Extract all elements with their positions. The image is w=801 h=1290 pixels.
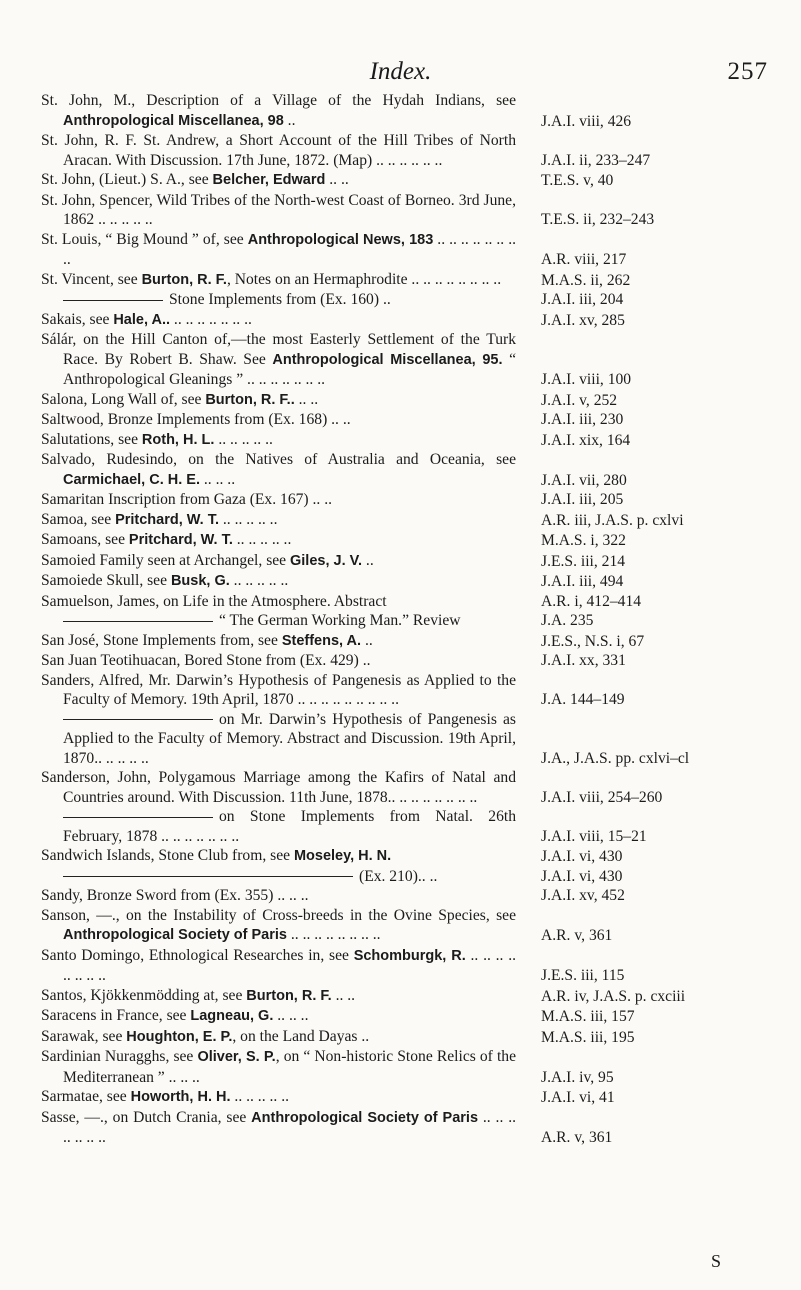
index-entry <box>41 450 801 490</box>
entry-heading: on Mr. Darwin’s Hypothesis of Pangenesis as Applied to the Faculty of Memory. Abstract and Discussion. 19th April, 1870.. .. .. .. .. <box>63 710 516 767</box>
entry-tail: .. .. .. .. .. <box>214 430 273 448</box>
entry-tail: “ Anthropological Gleanings ” .. .. .. .. .. .. .. <box>63 350 516 388</box>
cross-reference: Moseley, H. N. <box>293 848 392 864</box>
cross-reference: Schomburgk, R. <box>353 947 466 964</box>
cross-reference: Pritchard, W. T. <box>115 511 219 528</box>
index-entry <box>41 390 801 411</box>
entry-tail: .. .. .. .. .. <box>230 1088 289 1105</box>
journal-reference: T.E.S. v, 40 <box>541 172 614 189</box>
entry-heading: St. John, M., Description of a Village of the Hydah Indians, see <box>41 92 516 109</box>
cross-reference: Lagneau, G. <box>190 1008 274 1024</box>
entry-heading: St. Louis, “ Big Mound ” of, see <box>41 230 248 248</box>
cross-reference: Busk, G. <box>170 573 230 589</box>
entry-tail: .. <box>361 631 373 649</box>
entry-text <box>41 986 516 1007</box>
entry-heading: “ The German Working Man.” Review <box>219 612 461 629</box>
journal-reference: J.A.I. xix, 164 <box>541 431 631 449</box>
cross-reference: Oliver, S. P. <box>197 1049 276 1065</box>
entry-text <box>41 170 516 191</box>
index-entry <box>41 611 801 631</box>
entry-heading: St. John, R. F. St. Andrew, a Short Account of the Hill Tribes of North Aracan. With Discussion. 17th June, 1872. (Map) .. .. .. .. .. .. <box>41 132 516 169</box>
journal-reference: J.A.I. vi, 41 <box>541 1089 615 1106</box>
entry-heading: Samaritan Inscription from Gaza (Ex. 167) .. .. <box>41 491 332 508</box>
index-entry <box>41 330 801 390</box>
index-entry <box>41 270 801 291</box>
journal-reference: M.A.S. ii, 262 <box>541 271 631 289</box>
ditto-dash <box>63 817 213 818</box>
entry-heading: Sardinian Nuragghs, see <box>41 1048 198 1065</box>
index-entry <box>41 768 801 807</box>
cross-reference: Giles, J. V. <box>290 552 363 569</box>
entry-tail: .. .. <box>331 986 356 1004</box>
journal-reference: J.A.I. iii, 204 <box>541 291 624 308</box>
cross-reference: Anthropological Miscellanea, 98 <box>63 112 284 129</box>
index-entry <box>41 651 801 671</box>
index-entry <box>41 906 801 946</box>
entry-text <box>41 450 516 490</box>
index-entry <box>41 551 801 572</box>
index-entry <box>41 571 801 592</box>
entry-heading: Samoied Family seen at Archangel, see <box>41 551 290 569</box>
entry-tail: .. .. .. .. .. .. .. <box>170 310 252 328</box>
index-entry <box>41 986 801 1007</box>
index-entry <box>41 230 801 270</box>
entry-text <box>41 1108 516 1148</box>
journal-reference: M.A.S. iii, 157 <box>541 1008 635 1025</box>
index-entry <box>41 1108 801 1148</box>
entry-text <box>41 510 516 531</box>
journal-reference: A.R. iii, J.A.S. p. cxlvi <box>541 511 684 529</box>
journal-reference: J.A., J.A.S. pp. cxlvi–cl <box>541 749 690 767</box>
entry-heading: Sanson, —., on the Instability of Cross-breeds in the Ovine Species, see <box>41 906 516 924</box>
entry-tail: .. .. .. .. .. .. .. .. <box>63 946 516 984</box>
index-entry <box>41 592 801 612</box>
entry-tail: , Notes on an Hermaphrodite .. .. .. .. .. .. .. .. <box>226 270 502 288</box>
index-entry <box>41 170 801 191</box>
entry-heading: Santo Domingo, Ethnological Researches in, see <box>41 946 354 964</box>
entry-heading: Sakais, see <box>41 310 114 328</box>
entry-text <box>41 906 516 946</box>
journal-reference: J.A.I. iii, 230 <box>541 411 624 428</box>
index-entry <box>41 710 801 769</box>
entry-heading: Stone Implements from (Ex. 160) .. <box>169 291 391 308</box>
cross-reference: Anthropological Society of Paris <box>63 927 287 943</box>
entry-text <box>41 807 516 846</box>
entry-text <box>41 710 516 769</box>
index-entry <box>41 191 801 230</box>
cross-reference: Belcher, Edward <box>212 172 326 188</box>
entry-text <box>41 651 516 671</box>
entry-text <box>41 611 516 631</box>
entry-text <box>41 270 516 291</box>
cross-reference: Anthropological Miscellanea, 95. <box>272 351 503 368</box>
cross-reference: Anthropological News, 183 <box>247 231 434 248</box>
index-entry <box>41 946 801 986</box>
running-title: Index. <box>369 58 432 85</box>
entry-text <box>41 410 516 430</box>
journal-reference: J.A.I. vi, 430 <box>541 848 623 865</box>
entry-text <box>41 946 516 986</box>
entry-heading: Sanders, Alfred, Mr. Darwin’s Hypothesis of Pangenesis as Applied to the Faculty of Memory. 19th April, 1870 .. .. .. .. .. .. .. .. .. <box>41 671 516 708</box>
journal-reference: J.E.S. iii, 115 <box>541 967 625 984</box>
entry-tail: .. .. <box>294 390 319 408</box>
journal-reference: J.A.I. iv, 95 <box>541 1068 614 1086</box>
entry-tail: .. <box>283 111 296 129</box>
journal-reference: J.A. 144–149 <box>541 691 625 708</box>
journal-reference: M.A.S. iii, 195 <box>541 1028 635 1046</box>
journal-reference: J.A.I. xx, 331 <box>541 652 626 669</box>
entry-text <box>41 490 516 510</box>
entry-text <box>41 571 516 592</box>
entry-text <box>41 768 516 807</box>
index-entry <box>41 290 801 310</box>
entry-text <box>41 592 516 612</box>
entry-heading: Samoa, see <box>41 510 116 528</box>
journal-reference: T.E.S. ii, 232–243 <box>541 211 655 228</box>
index-entry <box>41 131 801 170</box>
index-entry <box>41 846 801 867</box>
entry-tail: .. .. .. <box>200 470 236 488</box>
entry-text <box>41 846 516 867</box>
entry-text <box>41 91 516 131</box>
cross-reference: Carmichael, C. H. E. <box>63 471 200 488</box>
journal-reference: A.R. i, 412–414 <box>541 592 642 610</box>
index-entry <box>41 410 801 430</box>
entry-text <box>41 1087 516 1108</box>
index-entry <box>41 510 801 531</box>
entry-heading: Saracens in France, see <box>41 1007 191 1024</box>
journal-reference: J.A.I. viii, 100 <box>541 371 632 388</box>
entry-text <box>41 631 516 652</box>
index-entry <box>41 1087 801 1108</box>
cross-reference: Burton, R. F. <box>246 987 332 1004</box>
entry-heading: St. John, Spencer, Wild Tribes of the North-west Coast of Borneo. 3rd June, 1862 .. .. .. .. .. <box>41 191 516 228</box>
entry-heading: St. Vincent, see <box>41 270 142 288</box>
cross-reference: Roth, H. L. <box>141 431 215 448</box>
index-entry <box>41 490 801 510</box>
entry-heading: Saltwood, Bronze Implements from (Ex. 168) .. .. <box>41 411 351 428</box>
index-entry <box>41 530 801 551</box>
index-entry <box>41 807 801 846</box>
entry-text <box>41 671 516 710</box>
cross-reference: Howorth, H. H. <box>130 1089 231 1105</box>
journal-reference: J.A.I. vi, 430 <box>541 867 623 885</box>
signature-mark: S <box>711 1251 722 1271</box>
cross-reference: Burton, R. F. <box>141 271 227 288</box>
index-entry <box>41 886 801 906</box>
journal-reference: J.A.I. v, 252 <box>541 391 618 409</box>
index-entry <box>41 430 801 451</box>
entry-tail: .. .. .. <box>273 1007 309 1024</box>
journal-reference: A.R. v, 361 <box>541 927 613 944</box>
entry-tail: .. .. .. .. .. .. .. <box>63 1108 516 1146</box>
index-entry <box>41 671 801 710</box>
journal-reference: A.R. v, 361 <box>541 1129 613 1146</box>
entry-text <box>41 390 516 411</box>
journal-reference: J.A.I. vii, 280 <box>541 471 627 489</box>
entry-tail: .. .. .. .. .. <box>219 510 278 528</box>
journal-reference: J.E.S. iii, 214 <box>541 552 626 570</box>
journal-reference: A.R. iv, J.A.S. p. cxciii <box>541 987 686 1005</box>
entry-heading: on Stone Implements from Natal. 26th February, 1878 .. .. .. .. .. .. .. <box>63 808 516 845</box>
index-entry <box>41 91 801 131</box>
journal-reference: J.A.I. ii, 233–247 <box>541 151 651 169</box>
entry-text <box>41 430 516 451</box>
entry-heading: Sanderson, John, Polygamous Marriage among the Kafirs of Natal and Countries around. With Discussion. 11th June, 1878.. .. .. .. .. .. .. .. <box>41 769 516 806</box>
entry-heading: Samuelson, James, on Life in the Atmosphere. Abstract <box>41 592 387 610</box>
journal-reference: J.E.S., N.S. i, 67 <box>541 632 645 650</box>
entry-heading: (Ex. 210).. .. <box>359 867 438 885</box>
entry-text <box>41 886 516 906</box>
entry-text <box>41 290 516 310</box>
page-number: 257 <box>727 58 768 85</box>
entry-tail: .. .. .. .. .. <box>229 572 289 589</box>
index-entry <box>41 1027 801 1048</box>
entry-text <box>41 1027 516 1048</box>
index-entry <box>41 310 801 331</box>
journal-reference: J.A.I. viii, 426 <box>541 112 632 130</box>
entry-text <box>41 191 516 230</box>
entry-heading: Sandy, Bronze Sword from (Ex. 355) .. .. .. <box>41 887 309 904</box>
entry-tail: .. .. .. .. .. .. .. .. <box>286 926 381 943</box>
journal-reference: J.A. 235 <box>541 612 594 629</box>
entry-text <box>41 1006 516 1027</box>
index-entry <box>41 867 801 887</box>
entry-heading: Sálár, on the Hill Canton of,—the most Easterly Settlement of the Turk Race. By Robert B. Shaw. See <box>41 331 516 368</box>
ditto-dash <box>63 300 163 301</box>
cross-reference: Anthropological Society of Paris <box>251 1109 479 1126</box>
entry-tail: , on “ Non-historic Stone Relics of the Mediterranean ” .. .. .. <box>63 1048 517 1086</box>
ditto-dash <box>63 719 213 720</box>
entry-heading: St. John, (Lieut.) S. A., see <box>41 171 213 188</box>
entry-heading: Sasse, —., on Dutch Crania, see <box>41 1108 252 1126</box>
entry-text <box>41 310 516 331</box>
ditto-dash <box>63 621 213 622</box>
entry-tail: .. .. .. .. .. <box>232 531 292 548</box>
entry-text <box>41 131 516 170</box>
entry-heading: Salvado, Rudesindo, on the Natives of Australia and Oceania, see <box>41 451 516 468</box>
entry-heading: San Juan Teotihuacan, Bored Stone from (Ex. 429) .. <box>41 652 371 669</box>
entry-heading: Sandwich Islands, Stone Club from, see <box>41 847 294 864</box>
index-entry <box>41 1006 801 1027</box>
cross-reference: Steffens, A. <box>281 632 362 649</box>
journal-reference: J.A.I. xv, 452 <box>541 887 625 904</box>
entry-text <box>41 530 516 551</box>
entry-tail: , on the Land Dayas .. <box>232 1027 370 1045</box>
entry-heading: Samoans, see <box>41 531 129 548</box>
entry-text <box>41 551 516 572</box>
journal-reference: J.A.I. iii, 494 <box>541 573 624 590</box>
journal-reference: J.A.I. iii, 205 <box>541 491 624 508</box>
entry-heading: Salona, Long Wall of, see <box>41 390 206 408</box>
entry-heading: Salutations, see <box>41 430 142 448</box>
cross-reference: Pritchard, W. T. <box>128 532 233 548</box>
entry-text <box>41 330 516 390</box>
entry-tail: .. .. <box>325 171 349 188</box>
entry-text <box>41 867 516 887</box>
cross-reference: Burton, R. F.. <box>205 391 295 408</box>
journal-reference: J.A.I. xv, 285 <box>541 311 625 329</box>
journal-reference: A.R. viii, 217 <box>541 251 627 268</box>
entry-heading: San José, Stone Implements from, see <box>41 631 282 649</box>
cross-reference: Houghton, E. P. <box>126 1028 233 1045</box>
entry-tail: .. <box>362 551 374 569</box>
index-entry <box>41 1047 801 1087</box>
entry-text <box>41 1047 516 1087</box>
index-list <box>41 91 801 1148</box>
ditto-dash <box>63 876 353 877</box>
journal-reference: M.A.S. i, 322 <box>541 532 626 549</box>
index-entry <box>41 631 801 652</box>
journal-reference: J.A.I. viii, 15–21 <box>541 827 647 845</box>
entry-text <box>41 230 516 270</box>
entry-tail: .. .. .. .. .. .. .. .. <box>63 230 516 268</box>
entry-heading: Sarmatae, see <box>41 1088 131 1105</box>
cross-reference: Hale, A.. <box>113 311 171 328</box>
journal-reference: J.A.I. viii, 254–260 <box>541 788 663 806</box>
entry-heading: Samoiede Skull, see <box>41 572 171 589</box>
entry-heading: Santos, Kjökkenmödding at, see <box>41 986 247 1004</box>
entry-heading: Sarawak, see <box>41 1027 127 1045</box>
